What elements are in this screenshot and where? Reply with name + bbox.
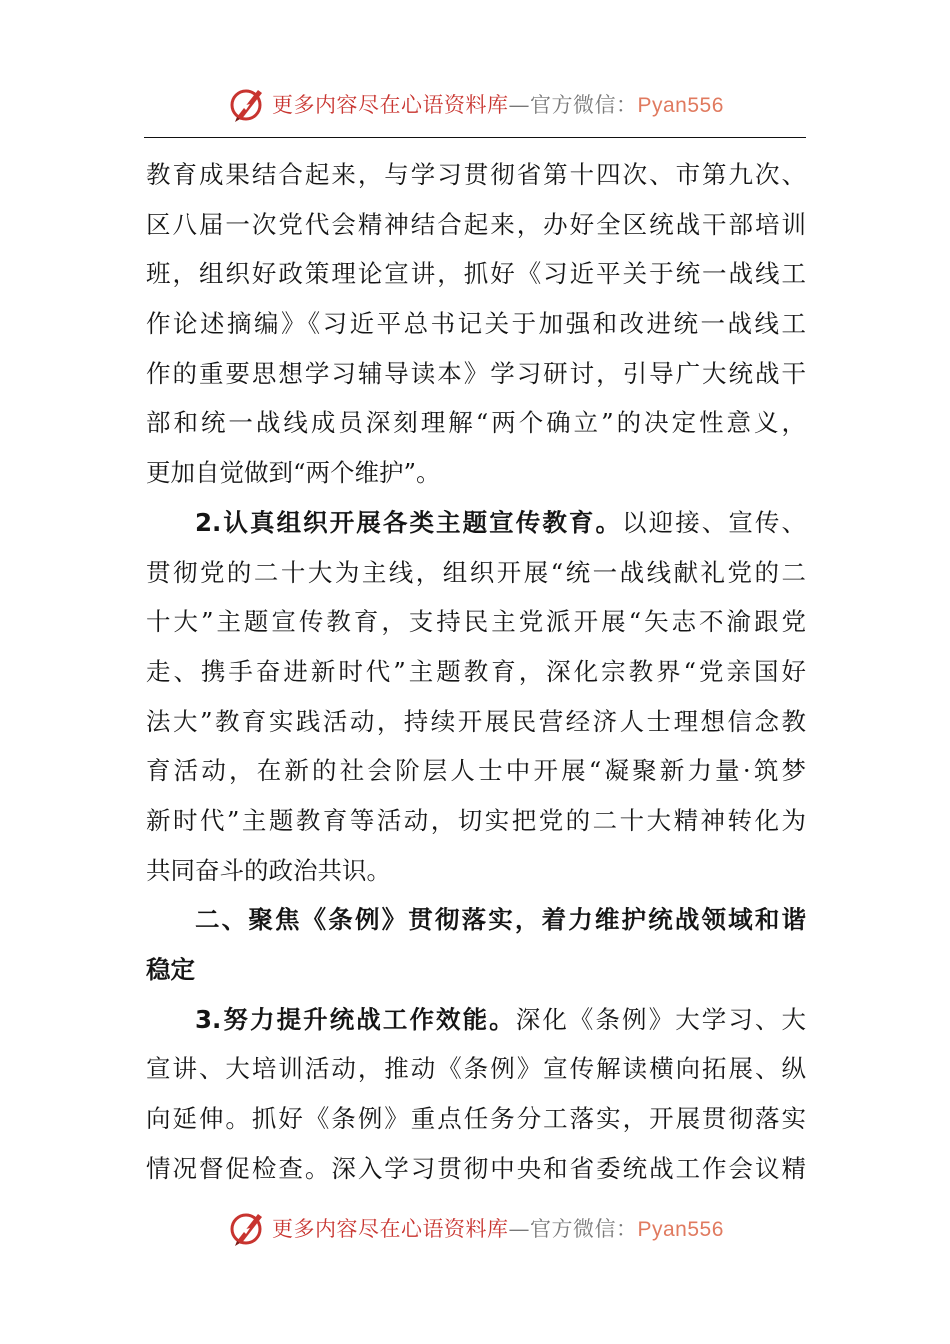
body-line: 育活动，在新的社会阶层人士中开展“凝聚新力量·筑梦 <box>146 756 806 786</box>
header-rule <box>144 137 806 138</box>
item-heading: 3.努力提升统战工作效能。 <box>195 1004 516 1034</box>
body-line: 区八届一次党代会精神结合起来，办好全区统战干部培训 <box>146 209 806 239</box>
body-line: 部和统一战线成员深刻理解“两个确立”的决定性意义， <box>146 408 806 438</box>
item-lead-text: 深化《条例》大学习、大 <box>515 1004 806 1034</box>
footer-banner-wechat: Pyan556 <box>637 1218 724 1241</box>
footer-banner-dash: — <box>508 1217 530 1241</box>
section-heading-continued: 稳定 <box>146 955 195 984</box>
paragraph-lead-line <box>146 995 806 1045</box>
body-line: 宣讲、大培训活动，推动《条例》宣传解读横向拓展、纵 <box>146 1054 806 1084</box>
body-line: 向延伸。抓好《条例》重点任务分工落实，开展贯彻落实 <box>146 1104 806 1134</box>
body-line: 十大”主题宣传教育，支持民主党派开展“矢志不渝跟党 <box>146 607 806 637</box>
header-banner-label: 官方微信： <box>530 93 638 117</box>
item-lead-text: 以迎接、宣传、 <box>622 507 806 537</box>
body-line: 走、携手奋进新时代”主题教育，深化宗教界“党亲国好 <box>146 656 806 686</box>
body-line: 共同奋斗的政治共识。 <box>146 855 391 885</box>
body-line: 新时代”主题教育等活动，切实把党的二十大精神转化为 <box>146 805 806 835</box>
header-banner-title: 更多内容尽在心语资料库 <box>272 93 509 117</box>
body-text <box>146 150 806 1193</box>
body-line: 更加自觉做到“两个维护”。 <box>146 458 441 488</box>
item-heading: 2.认真组织开展各类主题宣传教育。 <box>195 507 623 537</box>
section-heading: 二、聚焦《条例》贯彻落实，着力维护统战领域和谐 <box>195 905 806 935</box>
footer-banner <box>228 1206 724 1250</box>
body-line: 法大”教育实践活动，持续开展民营经济人士理想信念教 <box>146 706 806 736</box>
pen-logo-icon <box>228 84 268 124</box>
body-line: 情况督促检查。深入学习贯彻中央和省委统战工作会议精 <box>146 1153 806 1183</box>
paragraph-lead-line <box>146 498 806 548</box>
header-banner-wechat: Pyan556 <box>637 94 724 117</box>
body-line: 作的重要思想学习辅导读本》学习研讨，引导广大统战干 <box>146 358 806 388</box>
footer-banner-label: 官方微信： <box>530 1217 638 1241</box>
header-banner-text <box>272 89 724 119</box>
footer-banner-text <box>272 1213 724 1243</box>
body-line: 班，组织好政策理论宣讲，抓好《习近平关于统一战线工 <box>146 259 806 289</box>
pen-logo-icon <box>228 1208 268 1248</box>
header-banner-dash: — <box>508 93 530 117</box>
header-banner <box>228 82 724 126</box>
body-line: 作论述摘编》《习近平总书记关于加强和改进统一战线工 <box>146 309 806 339</box>
body-line: 贯彻党的二十大为主线，组织开展“统一战线献礼党的二 <box>146 557 806 587</box>
footer-banner-title: 更多内容尽在心语资料库 <box>272 1217 509 1241</box>
body-line: 教育成果结合起来，与学习贯彻省第十四次、市第九次、 <box>146 160 806 189</box>
